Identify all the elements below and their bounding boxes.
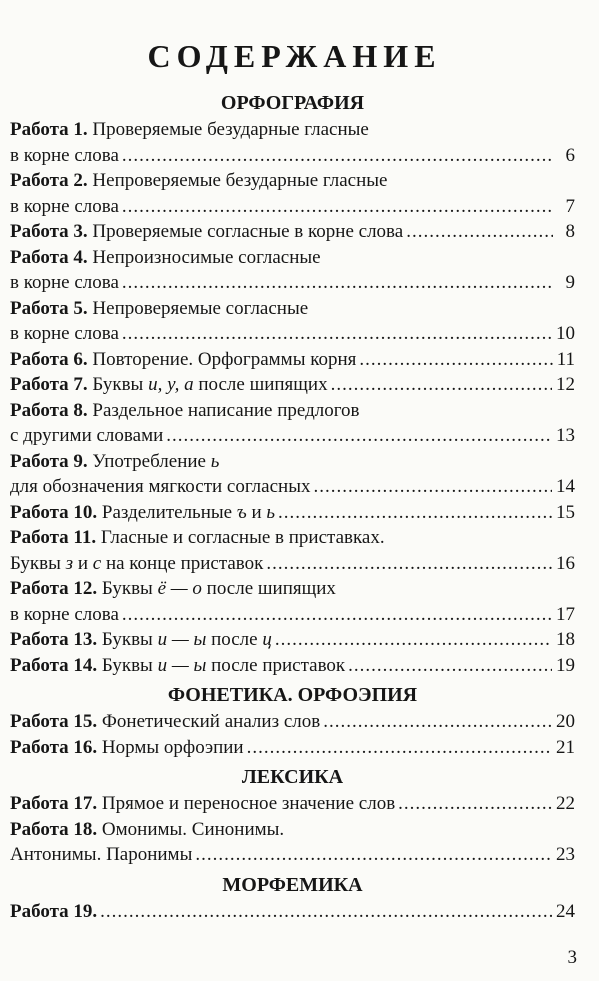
entry-page-number: 7: [565, 195, 575, 217]
toc-entry: [10, 372, 575, 398]
entry-text-part: Проверяемые согласные в корне слова: [87, 221, 404, 242]
toc-line: [10, 117, 575, 143]
entry-text-part: Повторение. Орфограммы корня: [87, 348, 357, 370]
entry-text: [10, 245, 321, 271]
toc-line: [10, 474, 575, 500]
toc-line: [10, 270, 575, 296]
entry-text-part: в корне слова: [10, 195, 119, 217]
toc-entry: [10, 347, 575, 373]
entry-page-number: 12: [556, 374, 575, 395]
entry-page-number: 22: [556, 793, 575, 814]
toc-line: [10, 372, 575, 398]
entry-text-part: после шипящих: [201, 578, 336, 599]
entry-text-part: и — ы: [157, 629, 207, 650]
work-number: Работа 5.: [10, 297, 88, 319]
toc-entry: [10, 709, 575, 735]
work-number: Работа 4.: [10, 246, 88, 268]
entry-text-part: Непроверяемые безударные гласные: [87, 170, 388, 191]
entry-page-number: 19: [556, 654, 575, 676]
entry-text-part: ъ: [236, 501, 247, 523]
entry-text-part: в корне слова: [10, 323, 119, 344]
toc-line: [10, 168, 575, 194]
entry-text-part: Разделительные: [97, 501, 237, 523]
entry-text-part: з: [65, 552, 74, 574]
entry-text-part: Непроверяемые согласные: [87, 297, 309, 319]
entry-page-number: 6: [565, 144, 575, 166]
toc-entry: [10, 168, 575, 219]
entry-text-part: Буквы: [10, 552, 66, 574]
work-number: Работа 6.: [10, 348, 88, 370]
entry-page-number: 15: [556, 501, 575, 523]
dot-leader: [398, 791, 552, 817]
work-number: Работа 8.: [10, 399, 88, 421]
dot-leader: [331, 372, 552, 398]
toc-line: [10, 842, 575, 868]
entry-text: [10, 194, 119, 220]
toc-line: [10, 653, 575, 679]
work-number: Работа 3.: [10, 221, 88, 242]
entry-text-part: Употребление: [87, 450, 211, 472]
entry-text: [10, 423, 163, 449]
toc-entry: [10, 576, 575, 627]
entry-text: [10, 270, 119, 296]
entry-text-part: Гласные и согласные в приставках.: [96, 527, 385, 548]
toc-line: [10, 602, 575, 628]
entry-page-number: 9: [565, 272, 575, 293]
toc-section: [10, 764, 575, 868]
toc-entry: [10, 449, 575, 500]
toc-line: [10, 791, 575, 817]
entry-text: [10, 735, 244, 761]
entry-text: [10, 398, 360, 424]
entry-page-number: 23: [556, 844, 575, 865]
entry-text-part: ь: [266, 501, 276, 523]
entry-text: [10, 842, 192, 868]
work-number: Работа 2.: [10, 170, 88, 191]
dot-leader: [122, 143, 553, 169]
entry-text-part: Проверяемые безударные гласные: [87, 119, 369, 140]
entry-text: [10, 219, 403, 245]
work-number: Работа 14.: [10, 654, 98, 676]
entry-text-part: Омонимы. Синонимы.: [97, 818, 285, 840]
entry-text: [10, 117, 369, 143]
entry-text: [10, 525, 385, 551]
toc-line: [10, 551, 575, 577]
entry-text: [10, 449, 219, 475]
toc-entry: [10, 245, 575, 296]
entry-page-number: 17: [556, 603, 575, 625]
toc-line: [10, 817, 575, 843]
dot-leader: [359, 347, 552, 373]
entry-text: [10, 602, 119, 628]
entry-text: [10, 551, 263, 577]
toc-line: [10, 576, 575, 602]
toc-line: [10, 500, 575, 526]
entry-text: [10, 321, 119, 347]
toc-line: [10, 194, 575, 220]
entry-page-number: 10: [556, 323, 575, 344]
work-number: Работа 18.: [10, 818, 98, 840]
work-number: Работа 16.: [10, 736, 98, 758]
toc-entry: [10, 296, 575, 347]
work-number: Работа 7.: [10, 374, 88, 395]
entry-text: [10, 168, 387, 194]
entry-text-part: Нормы орфоэпии: [97, 736, 244, 758]
page-title: СОДЕРЖАНИЕ: [147, 38, 442, 74]
work-number: Работа 19.: [10, 900, 98, 922]
work-number: Работа 10.: [10, 501, 98, 523]
toc-line: [10, 245, 575, 271]
toc-entry: [10, 791, 575, 817]
work-number: Работа 12.: [10, 578, 98, 599]
entry-text-part: ц: [262, 629, 272, 650]
toc-line: [10, 219, 575, 245]
section-heading: МОРФЕМИКА: [222, 873, 363, 896]
entry-page-number: 11: [556, 348, 575, 370]
entry-text-part: и — ы: [157, 654, 207, 676]
toc-section: [10, 90, 575, 678]
entry-page-number: 8: [565, 221, 575, 242]
entry-text: [10, 791, 395, 817]
entry-text: [10, 709, 320, 735]
toc-line: [10, 899, 575, 925]
dot-leader: [323, 709, 552, 735]
entry-text-part: в корне слова: [10, 144, 119, 166]
toc-line: [10, 627, 575, 653]
entry-text: [10, 627, 272, 653]
dot-leader: [122, 194, 553, 220]
entry-text: [10, 347, 356, 373]
entry-text-part: ь: [210, 450, 220, 472]
entry-text-part: Антонимы. Паронимы: [10, 844, 193, 865]
entry-text-part: Фонетический анализ слов: [97, 711, 321, 732]
section-heading: ОРФОГРАФИЯ: [220, 92, 365, 114]
dot-leader: [313, 474, 552, 500]
entry-text-part: Раздельное написание предлогов: [87, 399, 360, 421]
toc-line: [10, 423, 575, 449]
toc-section: [10, 872, 575, 925]
entry-text: [10, 143, 119, 169]
dot-leader: [122, 321, 552, 347]
dot-leader: [247, 735, 552, 761]
toc-line: [10, 296, 575, 322]
dot-leader: [278, 500, 552, 526]
page-number: 3: [567, 947, 577, 968]
entry-text-part: на конце приставок: [101, 552, 264, 574]
work-number: Работа 17.: [10, 793, 98, 814]
toc-entry: [10, 899, 575, 925]
entry-page-number: 24: [556, 900, 575, 922]
entry-text-part: для обозначения мягкости согласных: [10, 476, 311, 497]
entry-page-number: 13: [556, 425, 575, 446]
toc-entry: [10, 500, 575, 526]
dot-leader: [122, 270, 553, 296]
entry-text-part: Буквы: [97, 654, 158, 676]
entry-text: [10, 817, 284, 843]
entry-text-part: и: [246, 501, 267, 523]
toc-entry: [10, 817, 575, 868]
entry-text-part: Непроизносимые согласные: [87, 246, 321, 268]
work-number: Работа 1.: [10, 119, 88, 140]
entry-page-number: 14: [556, 476, 575, 497]
entry-text: [10, 899, 97, 925]
entry-text-part: после: [206, 629, 263, 650]
toc-entry: [10, 398, 575, 449]
entry-text: [10, 500, 275, 526]
entry-text-part: в корне слова: [10, 272, 119, 293]
entry-text: [10, 372, 328, 398]
toc-entry: [10, 525, 575, 576]
entry-text-part: Буквы: [87, 374, 149, 395]
entry-text-part: Буквы: [97, 578, 158, 599]
dot-leader: [195, 842, 552, 868]
entry-text-part: и: [73, 552, 93, 574]
entry-text-part: Буквы: [97, 629, 158, 650]
section-heading: ФОНЕТИКА. ОРФОЭПИЯ: [167, 684, 418, 706]
toc-line: [10, 398, 575, 424]
entry-text: [10, 576, 336, 602]
toc-line: [10, 449, 575, 475]
entry-text-part: ё — о: [157, 578, 202, 599]
dot-leader: [348, 653, 552, 679]
work-number: Работа 15.: [10, 711, 98, 732]
toc-entry: [10, 627, 575, 653]
toc-line: [10, 525, 575, 551]
dot-leader: [166, 423, 552, 449]
entry-page-number: 16: [556, 552, 575, 574]
toc-line: [10, 321, 575, 347]
work-number: Работа 11.: [10, 527, 97, 548]
toc-entry: [10, 735, 575, 761]
entry-page-number: 18: [556, 629, 575, 650]
entry-page-number: 21: [556, 736, 575, 758]
entry-page-number: 20: [556, 711, 575, 732]
toc-line: [10, 709, 575, 735]
entry-text: [10, 653, 345, 679]
entry-text-part: с другими словами: [10, 425, 164, 446]
entry-text: [10, 474, 310, 500]
dot-leader: [100, 899, 552, 925]
toc-line: [10, 347, 575, 373]
dot-leader: [122, 602, 552, 628]
dot-leader: [266, 551, 552, 577]
work-number: Работа 9.: [10, 450, 88, 472]
table-of-contents: [10, 90, 575, 924]
toc-line: [10, 143, 575, 169]
toc-line: [10, 735, 575, 761]
toc-section: [10, 682, 575, 760]
toc-entry: [10, 653, 575, 679]
entry-text-part: и, у, а: [148, 374, 194, 395]
toc-entry: [10, 117, 575, 168]
dot-leader: [406, 219, 553, 245]
toc-entry: [10, 219, 575, 245]
entry-text-part: в корне слова: [10, 603, 119, 625]
dot-leader: [275, 627, 552, 653]
section-heading: ЛЕКСИКА: [241, 766, 344, 788]
entry-text-part: Прямое и переносное значение слов: [97, 793, 396, 814]
entry-text: [10, 296, 308, 322]
entry-text-part: после приставок: [206, 654, 346, 676]
work-number: Работа 13.: [10, 629, 98, 650]
entry-text-part: после шипящих: [193, 374, 328, 395]
entry-text-part: с: [92, 552, 102, 574]
